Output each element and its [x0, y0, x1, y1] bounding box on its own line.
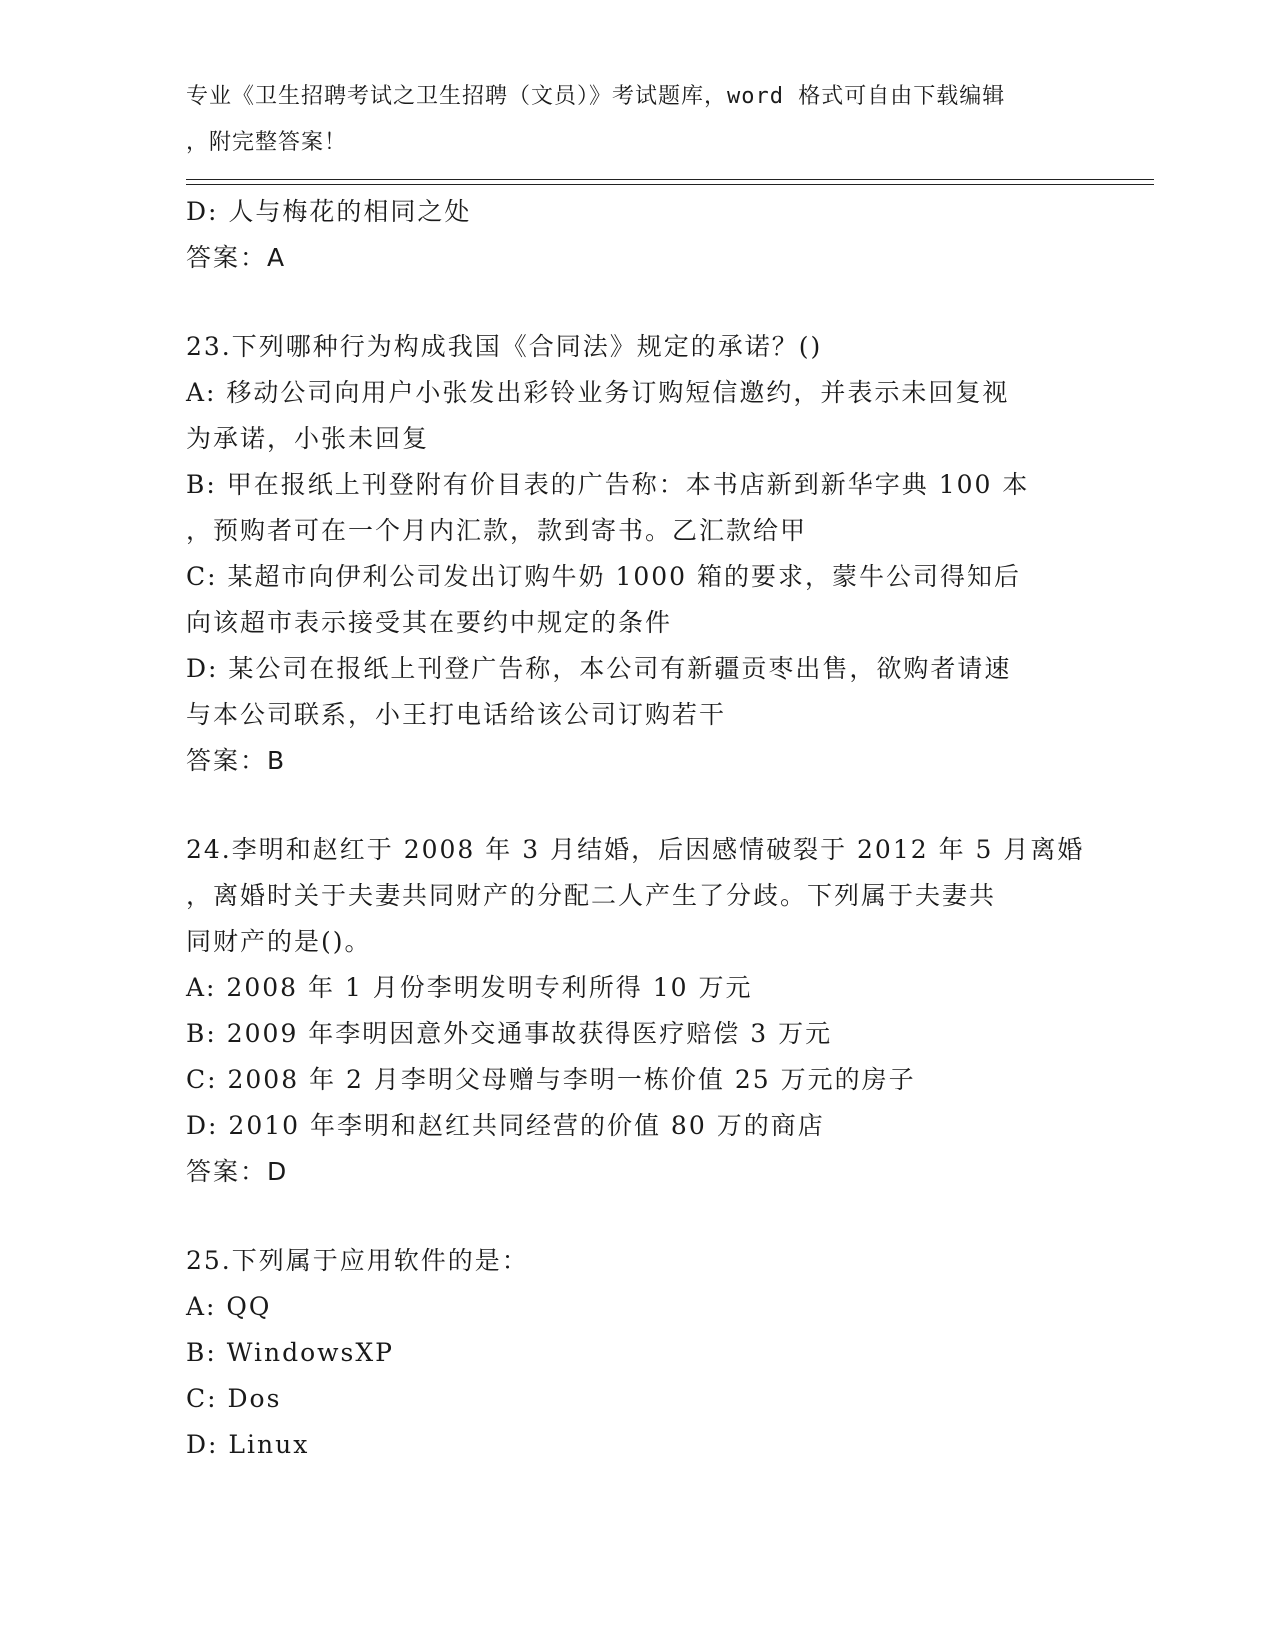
option-d-continued: 与本公司联系，小王打电话给该公司订购若干: [186, 700, 727, 729]
option-b-continued: ，预购者可在一个月内汇款，款到寄书。乙汇款给甲: [186, 516, 808, 545]
option-d: D: 某公司在报纸上刊登广告称，本公司有新疆贡枣出售，欲购者请速: [186, 654, 1012, 683]
option-c-continued: 向该超市表示接受其在要约中规定的条件: [186, 608, 673, 637]
option-a: A: QQ: [186, 1292, 272, 1321]
option-a-continued: 为承诺，小张未回复: [186, 424, 430, 453]
question-list: [186, 189, 1086, 1468]
question-25: [186, 1238, 1086, 1468]
option-b: B: WindowsXP: [186, 1338, 394, 1367]
option-c: C: Dos: [186, 1384, 282, 1413]
option-b: B: 2009 年李明因意外交通事故获得医疗赔偿 3 万元: [186, 1019, 833, 1048]
question-22-tail: [186, 189, 1086, 281]
answer: 答案：B: [186, 746, 287, 775]
question-stem: 23.下列哪种行为构成我国《合同法》规定的承诺？(): [186, 332, 823, 361]
option-a: A: 2008 年 1 月份李明发明专利所得 10 万元: [186, 973, 753, 1002]
answer: 答案：D: [186, 1157, 289, 1186]
spacer: [186, 281, 1086, 324]
header-line-2: ，附完整答案！: [186, 130, 348, 155]
option-c: C: 某超市向伊利公司发出订购牛奶 1000 箱的要求，蒙牛公司得知后: [186, 562, 1022, 591]
option-c: C: 2008 年 2 月李明父母赠与李明一栋价值 25 万元的房子: [186, 1065, 916, 1094]
header-divider-bottom: [186, 184, 1154, 185]
question-stem: 25.下列属于应用软件的是：: [186, 1246, 529, 1275]
spacer: [186, 1195, 1086, 1238]
question-23: [186, 324, 1086, 784]
option-d: D: Linux: [186, 1430, 310, 1459]
option-d: D: 2010 年李明和赵红共同经营的价值 80 万的商店: [186, 1111, 825, 1140]
spacer: [186, 784, 1086, 827]
header-divider-top: [186, 179, 1154, 180]
question-stem-continued: 同财产的是()。: [186, 927, 372, 956]
question-stem-continued: ，离婚时关于夫妻共同财产的分配二人产生了分歧。下列属于夫妻共: [186, 881, 997, 910]
answer: 答案：A: [186, 243, 287, 272]
option-b: B: 甲在报纸上刊登附有价目表的广告称：本书店新到新华字典 100 本: [186, 470, 1030, 499]
question-24: [186, 827, 1086, 1195]
option-a: A: 移动公司向用户小张发出彩铃业务订购短信邀约，并表示未回复视: [186, 378, 1010, 407]
header-line-1: 专业《卫生招聘考试之卫生招聘（文员）》考试题库，word 格式可自由下载编辑: [186, 84, 1006, 109]
page-header: [186, 74, 1066, 166]
option-d: D: 人与梅花的相同之处: [186, 197, 472, 226]
question-stem: 24.李明和赵红于 2008 年 3 月结婚，后因感情破裂于 2012 年 5 月离婚: [186, 835, 1085, 864]
